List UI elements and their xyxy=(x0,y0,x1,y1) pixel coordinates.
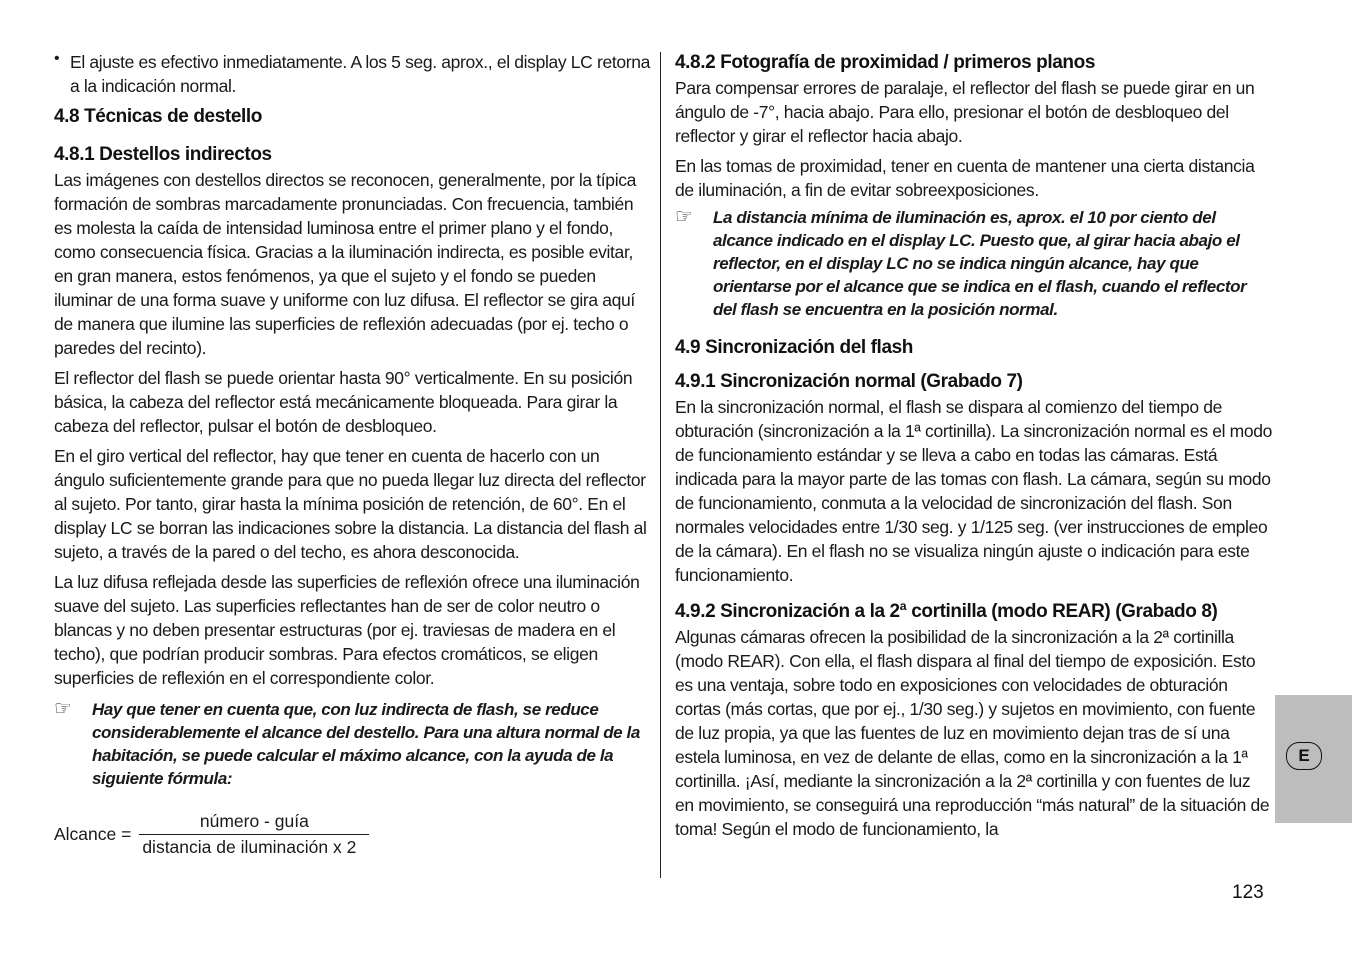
formula-denominator: distancia de iluminación x 2 xyxy=(142,837,357,857)
heading-4-8: 4.8 Técnicas de destello xyxy=(54,106,262,127)
bullet-dot: • xyxy=(54,50,60,67)
heading-4-9-2: 4.9.2 Sincronización a la 2ª cortinilla (modo REAR) (Grabado 8) xyxy=(675,601,1218,622)
language-tab xyxy=(1275,695,1352,823)
left-column xyxy=(54,50,650,859)
heading-4-9: 4.9 Sincronización del flash xyxy=(675,337,913,358)
heading-4-8-1: 4.8.1 Destellos indirectos xyxy=(54,144,272,165)
note-right-text: La distancia mínima de iluminación es, aprox. el 10 por ciento del alcance indicado en el display LC. Puesto que, al girar hacia abajo el reflector, en el display LC no se indica ningún alcance, hay que orientarse por el alcance que se indica en el flash, cuando el reflector del flash se encuentra en la posición normal. xyxy=(713,208,1247,319)
formula-numerator: número - guía xyxy=(139,810,369,835)
paragraph-sync-normal: En la sincronización normal, el flash se dispara al comienzo del tiempo de obturación (sincronización a la 1ª cortinilla). La sincronización normal es el modo de funcionamiento estándar y se lleva a cabo en todas las cámaras. Está indicada para la mayor parte de las tomas con flash. La cámara, según su modo de funcionamiento, conmuta a la velocidad de sincronización del flash. Son normales velocidades entre 1/30 seg. y 1/125 seg. (ver instrucciones de empleo de la cámara). En el flash no se visualiza ningún ajuste o indicación para este funcionamiento. xyxy=(675,397,1273,585)
paragraph-closeup-2: En las tomas de proximidad, tener en cuenta de mantener una cierta distancia de iluminación, a fin de evitar sobreexposiciones. xyxy=(675,156,1255,200)
formula-fraction xyxy=(139,810,369,859)
note-left-text: Hay que tener en cuenta que, con luz indirecta de flash, se reduce considerablemente el alcance del destello. Para una altura normal de la habitación, se puede calcular el máximo alcance, con la ayuda de la siguiente fórmula: xyxy=(92,700,640,788)
formula-label: Alcance = xyxy=(54,824,132,844)
paragraph-indirect-4: La luz difusa reflejada desde las superficies de reflexión ofrece una iluminación suave del sujeto. Las superficies reflectantes han de ser de color neutro o blancas y no deben presentar estructuras (por ej. traviesas de madera en el techo), que podrían producir sombras. Para efectos cromáticos, se eligen superficies de reflexión en el correspondiente color. xyxy=(54,572,640,688)
range-formula xyxy=(54,810,650,859)
paragraph-indirect-1: Las imágenes con destellos directos se reconocen, generalmente, por la típica formación de sombras marcadamente pronunciadas. Con frecuencia, también es molesta la caída de intensidad luminosa entre el primer plano y el fondo, como consecuencia física. Gracias a la iluminación indirecta, es posible evitar, en gran manera, estos fenómenos, ya que el sujeto y el fondo se pueden iluminar de una forma suave y uniforme con luz difusa. El reflector se gira aquí de manera que ilumine las superficies de reflexión adecuadas (por ej. techo o paredes del recinto). xyxy=(54,170,637,358)
page-number: 123 xyxy=(1232,882,1264,903)
language-badge: E xyxy=(1286,742,1322,770)
paragraph-indirect-2: El reflector del flash se puede orientar hasta 90° verticalmente. En su posición básica, la cabeza del reflector está mecánicamente bloqueada. Para girar la cabeza del reflector, pulsar el botón de desbloqueo. xyxy=(54,368,633,436)
note-left xyxy=(54,698,650,790)
bullet-item xyxy=(54,50,650,98)
paragraph-closeup-1: Para compensar errores de paralaje, el reflector del flash se puede girar en un ángulo de -7°, hacia abajo. Para ello, presionar el botón de desbloqueo del reflector y girar el reflector hacia abajo. xyxy=(675,78,1255,146)
heading-4-8-2: 4.8.2 Fotografía de proximidad / primeros planos xyxy=(675,52,1096,73)
column-divider xyxy=(660,52,661,878)
paragraph-sync-rear: Algunas cámaras ofrecen la posibilidad de la sincronización a la 2ª cortinilla (modo REAR). Con ella, el flash dispara al final del tiempo de exposición. Esto es una ventaja, sobre todo en exposiciones con velocidades de obturación cortas (más cortas, que por ej., 1/30 seg.) y sujetos en movimiento, con fuente de luz propia, ya que las fuentes de luz en movimiento dejan tras de sí una estela luminosa, en vez de delante de ellas, como en la sincronización a la 1ª cortinilla. ¡Así, mediante la sincronización a la 2ª cortinilla y con fuentes de luz en movimiento, se conseguirá una reproducción “más natural” de la situación de toma! Según el modo de funcionamiento, la xyxy=(675,627,1270,839)
right-column xyxy=(675,50,1273,841)
paragraph-indirect-3: En el giro vertical del reflector, hay que tener en cuenta de hacerlo con un ángulo suficientemente grande para que no pueda llegar luz directa del reflector al sujeto. Por tanto, girar hasta la mínima posición de retención, de 60°. En el display LC se borran las indicaciones sobre la distancia. La distancia del flash al sujeto, a través de la pared o del techo, es ahora desconocida. xyxy=(54,446,647,562)
note-right xyxy=(675,206,1273,321)
pointing-hand-icon: ☞ xyxy=(54,698,72,720)
pointing-hand-icon: ☞ xyxy=(675,206,693,228)
heading-4-9-1: 4.9.1 Sincronización normal (Grabado 7) xyxy=(675,371,1023,392)
bullet-text: El ajuste es efectivo inmediatamente. A los 5 seg. aprox., el display LC retorna a la indicación normal. xyxy=(70,52,650,96)
